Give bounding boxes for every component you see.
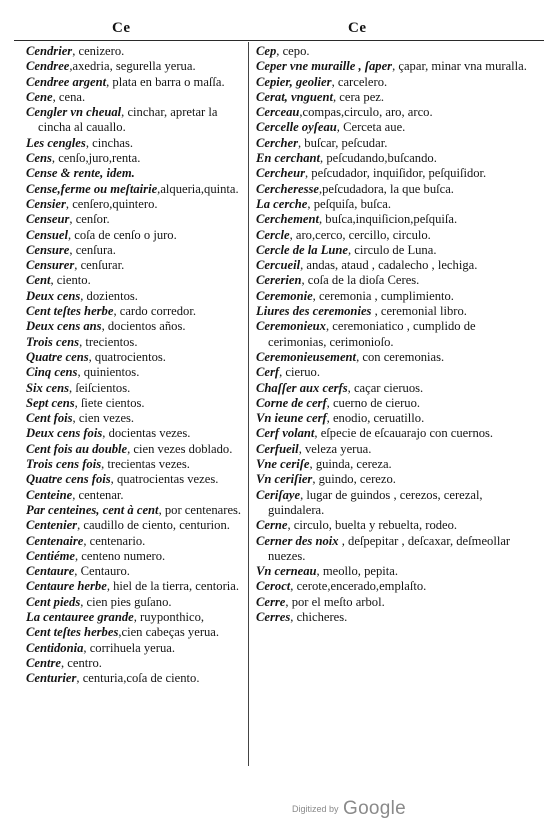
entry-headword: Ceremonieux [256, 319, 326, 334]
dictionary-entry [256, 197, 532, 212]
entry-headword: Censeur [26, 212, 70, 227]
dictionary-entry [256, 243, 532, 258]
entry-definition: , aro,cerco, cercillo, circulo. [289, 227, 431, 242]
dictionary-entry [26, 457, 244, 472]
entry-headword: Centenaire [26, 533, 84, 548]
dictionary-entry [256, 381, 532, 396]
dictionary-entry [26, 472, 244, 487]
dictionary-entry [26, 656, 244, 671]
entry-definition: , dozientos. [80, 288, 138, 303]
entry-definition: , cera pez. [332, 89, 385, 104]
entry-definition: , Cerceta aue. [336, 120, 406, 135]
running-header-left: Ce [112, 20, 131, 36]
dictionary-entry [26, 136, 244, 151]
entry-headword: Deux cens [26, 288, 81, 303]
dictionary-entry [26, 304, 244, 319]
entry-definition: , trecientas vezes. [101, 457, 190, 472]
dictionary-entry [256, 442, 532, 457]
entry-definition: ,peſcudadora, la que buſca. [318, 181, 454, 196]
entry-definition: , cenſo,juro,renta. [51, 151, 141, 166]
entry-definition: , guindo, cerezo. [312, 472, 396, 487]
entry-definition: , quatrocientas vezes. [110, 472, 219, 487]
entry-headword: La cerche [256, 196, 308, 211]
entry-definition: , Centauro. [74, 564, 130, 579]
entry-headword: Cerf [256, 365, 280, 380]
entry-headword: Cerchement [256, 212, 319, 227]
dictionary-entry [26, 212, 244, 227]
entry-headword: Cercheur [256, 166, 305, 181]
entry-definition: , centuria,coſa de ciento. [76, 671, 200, 686]
entry-headword: Les cengles [26, 135, 86, 150]
entry-headword: Centeine [26, 487, 73, 502]
dictionary-entry [256, 120, 532, 135]
entry-headword: Par centeines, cent à cent [26, 502, 159, 517]
entry-headword: Six cens [26, 380, 70, 395]
dictionary-entry [256, 472, 532, 487]
entry-headword: En cerchant [256, 151, 321, 166]
entry-headword: La centauree grande [26, 609, 134, 624]
entry-definition: , cerote,encerado,emplaſto. [290, 579, 427, 594]
left-column [26, 44, 244, 686]
entry-headword: Cercle [256, 227, 290, 242]
entry-definition: , cena. [52, 89, 86, 104]
dictionary-entry [26, 243, 244, 258]
dictionary-entry [256, 289, 532, 304]
entry-definition: , ceremonia , cumplimiento. [312, 288, 454, 303]
entry-definition: , ciento. [50, 273, 91, 288]
entry-definition: ,cien cabeças yerua. [118, 625, 220, 640]
entry-definition: , por centenares. [158, 502, 242, 517]
entry-definition: , cien vezes. [72, 411, 135, 426]
right-column [256, 44, 532, 625]
entry-headword: Cercle de la Lune [256, 242, 348, 257]
dictionary-entry [26, 319, 244, 334]
running-header-right: Ce [348, 20, 367, 36]
dictionary-entry [26, 564, 244, 579]
entry-definition: , cinchas. [85, 135, 134, 150]
entry-definition: , circulo de Luna. [348, 242, 437, 257]
dictionary-entry [26, 625, 244, 640]
entry-headword: Cerne [256, 518, 288, 533]
entry-definition: , cenſurar. [74, 258, 125, 273]
dictionary-entry [256, 151, 532, 166]
entry-headword: Cerres [256, 609, 291, 624]
dictionary-entry [26, 258, 244, 273]
dictionary-entry [26, 228, 244, 243]
entry-headword: Vn cerneau [256, 564, 317, 579]
entry-headword: Cep [256, 44, 277, 58]
entry-definition: , cien vezes doblado. [127, 441, 233, 456]
entry-definition: , cepo. [276, 44, 310, 58]
entry-headword: Cens [26, 151, 52, 166]
dictionary-entry [256, 518, 532, 533]
entry-definition: , cenſero,quintero. [65, 196, 158, 211]
entry-headword: Quatre cens fois [26, 472, 111, 487]
dictionary-entry [26, 518, 244, 533]
dictionary-entry [26, 610, 244, 625]
dictionary-entry [26, 411, 244, 426]
entry-definition: , cien pies guſano. [80, 594, 172, 609]
dictionary-entry [26, 151, 244, 166]
entry-headword: Vn ceriſier [256, 472, 313, 487]
entry-headword: Centaure [26, 564, 75, 579]
entry-headword: Cengler vn cheual [26, 105, 122, 120]
dictionary-entry [26, 595, 244, 610]
entry-definition: , quinientos. [77, 365, 140, 380]
entry-headword: Centaure herbe [26, 579, 107, 594]
entry-definition: , carcelero. [331, 74, 388, 89]
entry-definition: , peſquiſa, buſca. [307, 196, 391, 211]
entry-headword: Cercheresse [256, 181, 319, 196]
dictionary-entry [256, 365, 532, 380]
entry-headword: Censuel [26, 227, 68, 242]
entry-definition: , caçar cieruos. [347, 380, 424, 395]
dictionary-entry [256, 319, 532, 350]
dictionary-entry [256, 396, 532, 411]
entry-definition: , corrihuela yerua. [83, 640, 175, 655]
dictionary-entry [26, 579, 244, 594]
entry-headword: Ceremonie [256, 288, 313, 303]
dictionary-entry [256, 579, 532, 594]
entry-definition: , deſpepitar , deſcaxar, deſmeollar nuezes. [268, 533, 511, 563]
entry-definition: , cenſor. [69, 212, 110, 227]
dictionary-entry [256, 273, 532, 288]
entry-definition: , cieruo. [279, 365, 321, 380]
entry-headword: Cent teſtes herbes [26, 625, 119, 640]
dictionary-entry [256, 534, 532, 565]
dictionary-entry [256, 304, 532, 319]
entry-headword: Cerat, vnguent [256, 89, 333, 104]
entry-headword: Cercher [256, 135, 298, 150]
entry-headword: Cinq cens [26, 365, 78, 380]
entry-definition: , chicheres. [290, 609, 348, 624]
entry-definition: , ruyponthico, [133, 609, 205, 624]
dictionary-entry [26, 381, 244, 396]
google-logo: Google [342, 798, 407, 819]
entry-headword: Censier [26, 196, 66, 211]
dictionary-entry [256, 488, 532, 519]
entry-headword: Cerner des noix [256, 533, 339, 548]
dictionary-entry [26, 365, 244, 380]
dictionary-entry [256, 457, 532, 472]
dictionary-entry [26, 671, 244, 686]
entry-definition: ,alqueria,quinta. [157, 181, 239, 196]
entry-definition: , ceremoniatico , cumplido de cerimonias, cerimonioſo. [268, 319, 476, 349]
entry-definition: , quatrocientos. [88, 349, 166, 364]
entry-headword: Cendree argent [26, 74, 107, 89]
dictionary-entry [256, 182, 532, 197]
entry-definition: , guinda, cereza. [309, 457, 392, 472]
entry-headword: Cerceau [256, 105, 300, 120]
dictionary-entry [26, 426, 244, 441]
entry-definition: , centenario. [83, 533, 146, 548]
entry-headword: Cepier, geolier [256, 74, 332, 89]
entry-headword: Ceremonieusement [256, 349, 357, 364]
entry-headword: Cercueil [256, 258, 301, 273]
dictionary-entry [26, 396, 244, 411]
entry-definition: , docientas vezes. [102, 426, 191, 441]
dictionary-entry [256, 350, 532, 365]
entry-definition: , eſpecie de eſcauarajo con cuernos. [314, 426, 494, 441]
dictionary-entry [26, 182, 244, 197]
entry-headword: Cendree [26, 59, 70, 74]
dictionary-entry [26, 197, 244, 212]
entry-headword: Cent teſtes herbe [26, 304, 114, 319]
entry-headword: Vn ieune cerf [256, 411, 327, 426]
entry-headword: Trois cens fois [26, 457, 102, 472]
entry-headword: Cent fois [26, 411, 73, 426]
dictionary-entry [256, 136, 532, 151]
entry-headword: Deux cens ans [26, 319, 102, 334]
entry-headword: Cense,ferme ou meſtairie [26, 181, 158, 196]
dictionary-entry [26, 442, 244, 457]
entry-headword: Chaſſer aux cerfs [256, 380, 348, 395]
dictionary-entry [256, 610, 532, 625]
dictionary-entry [256, 426, 532, 441]
entry-definition: , centenar. [72, 487, 124, 502]
dictionary-entry [256, 228, 532, 243]
entry-definition: , docientos años. [101, 319, 186, 334]
entry-definition: , cenizero. [72, 44, 125, 58]
entry-headword: Cent fois au double [26, 441, 128, 456]
watermark-prefix: Digitized by [292, 804, 339, 814]
entry-headword: Deux cens fois [26, 426, 103, 441]
entry-headword: Cererien [256, 273, 302, 288]
entry-headword: Quatre cens [26, 349, 89, 364]
column-divider [248, 42, 249, 766]
dictionary-entry [26, 534, 244, 549]
entry-definition: , centro. [60, 655, 102, 670]
dictionary-entry [26, 488, 244, 503]
entry-definition: , ſeiſcientos. [69, 380, 131, 395]
entry-definition: ,axedria, segurella yerua. [69, 59, 196, 74]
entry-headword: Vne ceriſe [256, 457, 310, 472]
entry-definition: , peſcudando,buſcando. [320, 151, 437, 166]
digitized-by-watermark [292, 798, 406, 820]
entry-headword: Centidonia [26, 640, 84, 655]
entry-headword: Ceriſaye [256, 487, 301, 502]
dictionary-entry [256, 212, 532, 227]
entry-headword: Centurier [26, 671, 77, 686]
entry-headword: Cent [26, 273, 51, 288]
dictionary-entry [26, 641, 244, 656]
dictionary-entry [26, 350, 244, 365]
entry-definition: , hiel de la tierra, centoria. [106, 579, 239, 594]
entry-headword: Cendrier [26, 44, 73, 58]
entry-definition: , coſa de la dioſa Ceres. [301, 273, 420, 288]
dictionary-entry [256, 44, 532, 59]
entry-definition: , andas, ataud , cadalecho , lechiga. [300, 258, 478, 273]
dictionary-entry [256, 564, 532, 579]
entry-headword: Cense & rente, idem. [26, 166, 135, 181]
dictionary-entry [26, 289, 244, 304]
entry-definition: , cuerno de cieruo. [326, 395, 421, 410]
entry-definition: , centeno numero. [74, 548, 166, 563]
dictionary-entry [26, 90, 244, 105]
entry-definition: , circulo, buelta y rebuelta, rodeo. [287, 518, 458, 533]
dictionary-entry [256, 166, 532, 181]
entry-definition: , plata en barra o maſſa. [106, 74, 225, 89]
entry-definition: , caudillo de ciento, centurion. [77, 518, 230, 533]
entry-headword: Liures des ceremonies [256, 304, 372, 319]
entry-headword: Censurer [26, 258, 75, 273]
dictionary-entry [26, 75, 244, 90]
header-rule [14, 40, 544, 41]
entry-definition: , cardo corredor. [113, 304, 196, 319]
dictionary-entry [26, 59, 244, 74]
dictionary-entry [256, 595, 532, 610]
dictionary-entry [26, 44, 244, 59]
entry-definition: , trecientos. [79, 334, 138, 349]
entry-headword: Trois cens [26, 334, 80, 349]
entry-definition: , enodio, ceruatillo. [326, 411, 425, 426]
entry-definition: ,compas,circulo, aro, arco. [299, 105, 433, 120]
dictionary-entry [26, 335, 244, 350]
dictionary-entry [26, 549, 244, 564]
entry-definition: , con ceremonias. [356, 349, 445, 364]
entry-definition: , peſcudador, inquiſidor, peſquiſidor. [304, 166, 487, 181]
entry-headword: Centre [26, 655, 61, 670]
entry-definition: , meollo, pepita. [316, 564, 399, 579]
entry-headword: Sept cens [26, 395, 75, 410]
dictionary-entry [26, 273, 244, 288]
entry-headword: Censure [26, 242, 70, 257]
entry-headword: Cerre [256, 594, 286, 609]
entry-headword: Cent pieds [26, 594, 81, 609]
dictionary-entry [256, 105, 532, 120]
dictionary-entry [26, 105, 244, 136]
dictionary-entry [26, 503, 244, 518]
entry-headword: Ceper vne muraille , ſaper [256, 59, 393, 74]
entry-headword: Corne de cerf [256, 395, 327, 410]
entry-headword: Cercelle oyſeau [256, 120, 337, 135]
dictionary-entry [256, 90, 532, 105]
entry-headword: Centenier [26, 518, 78, 533]
dictionary-entry [256, 59, 532, 74]
entry-definition: , veleza yerua. [298, 441, 372, 456]
dictionary-entry [256, 258, 532, 273]
entry-headword: Ceroct [256, 579, 291, 594]
entry-definition: , por el meſto arbol. [285, 594, 385, 609]
dictionary-entry [256, 411, 532, 426]
entry-definition: , çapar, minar vna muralla. [392, 59, 527, 74]
entry-definition: , cenſura. [69, 242, 116, 257]
entry-definition: , ſiete cientos. [74, 395, 145, 410]
entry-definition: , ceremonial libro. [371, 304, 467, 319]
entry-headword: Cene [26, 89, 53, 104]
dictionary-entry [256, 75, 532, 90]
entry-definition: , lugar de guindos , cerezos, cerezal, guindalera. [268, 487, 483, 517]
entry-definition: , coſa de cenſo o juro. [68, 227, 177, 242]
entry-headword: Cerf volant [256, 426, 315, 441]
dictionary-entry [26, 166, 244, 181]
entry-headword: Cerfueil [256, 441, 299, 456]
entry-headword: Centiéme [26, 548, 75, 563]
entry-definition: , buſca,inquiſicion,peſquiſa. [318, 212, 458, 227]
entry-definition: , buſcar, peſcudar. [297, 135, 388, 150]
entry-definition: , cinchar, apretar la cincha al cauallo. [38, 105, 218, 135]
